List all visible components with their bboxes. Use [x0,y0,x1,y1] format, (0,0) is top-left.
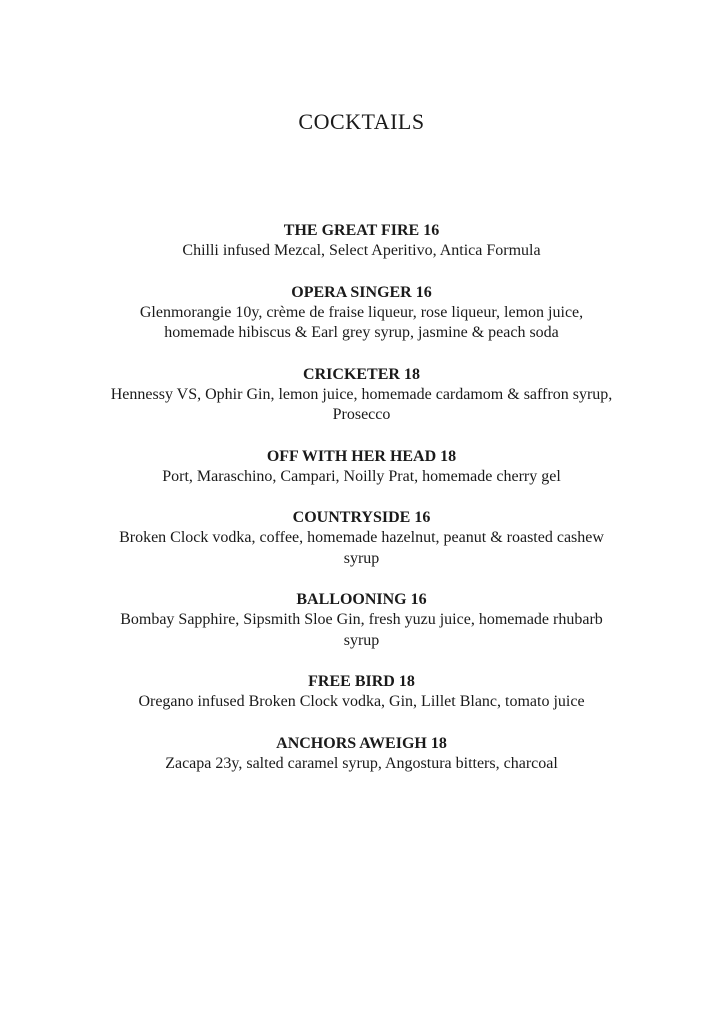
menu-item [0,733,723,775]
menu-item [0,507,723,569]
menu-item [0,220,723,262]
item-description-line: Bombay Sapphire, Sipsmith Sloe Gin, fresh yuzu juice, homemade rhubarb [120,611,603,628]
item-name: ANCHORS AWEIGH 18 [276,734,447,752]
item-description-line: syrup [343,549,380,567]
item-description-line: syrup [343,631,380,649]
menu-item [0,282,723,344]
item-name: OFF WITH HER HEAD 18 [266,447,457,465]
page-title: COCKTAILS [298,109,425,134]
item-description-line: Port, Maraschino, Campari, Noilly Prat, homemade cherry gel [162,467,561,485]
item-name: CRICKETER 18 [303,365,420,383]
menu-item [0,671,723,713]
item-description-line: homemade hibiscus & Earl grey syrup, jasmine & peach soda [164,324,559,341]
item-description-line: Hennessy VS, Ophir Gin, lemon juice, homemade cardamom & saffron syrup, [110,385,613,403]
item-description-line: Zacapa 23y, salted caramel syrup, Angostura bitters, charcoal [165,754,558,772]
item-name: THE GREAT FIRE 16 [283,222,440,239]
menu-item [0,589,723,651]
cocktail-menu [0,220,723,794]
menu-item [0,446,723,488]
item-name: OPERA SINGER 16 [291,283,432,301]
item-name: FREE BIRD 18 [308,673,415,690]
item-name: BALLOONING 16 [296,591,427,608]
item-description-line: Oregano infused Broken Clock vodka, Gin, Lillet Blanc, tomato juice [138,693,585,710]
item-name: COUNTRYSIDE 16 [292,509,431,526]
menu-item [0,364,723,426]
item-description-line: Glenmorangie 10y, crème de fraise liqueur, rose liqueur, lemon juice, [139,303,584,321]
item-description-line: Broken Clock vodka, coffee, homemade hazelnut, peanut & roasted cashew [119,529,604,546]
item-description-line: Chilli infused Mezcal, Select Aperitivo, Antica Formula [182,242,541,259]
item-description-line: Prosecco [332,406,391,423]
